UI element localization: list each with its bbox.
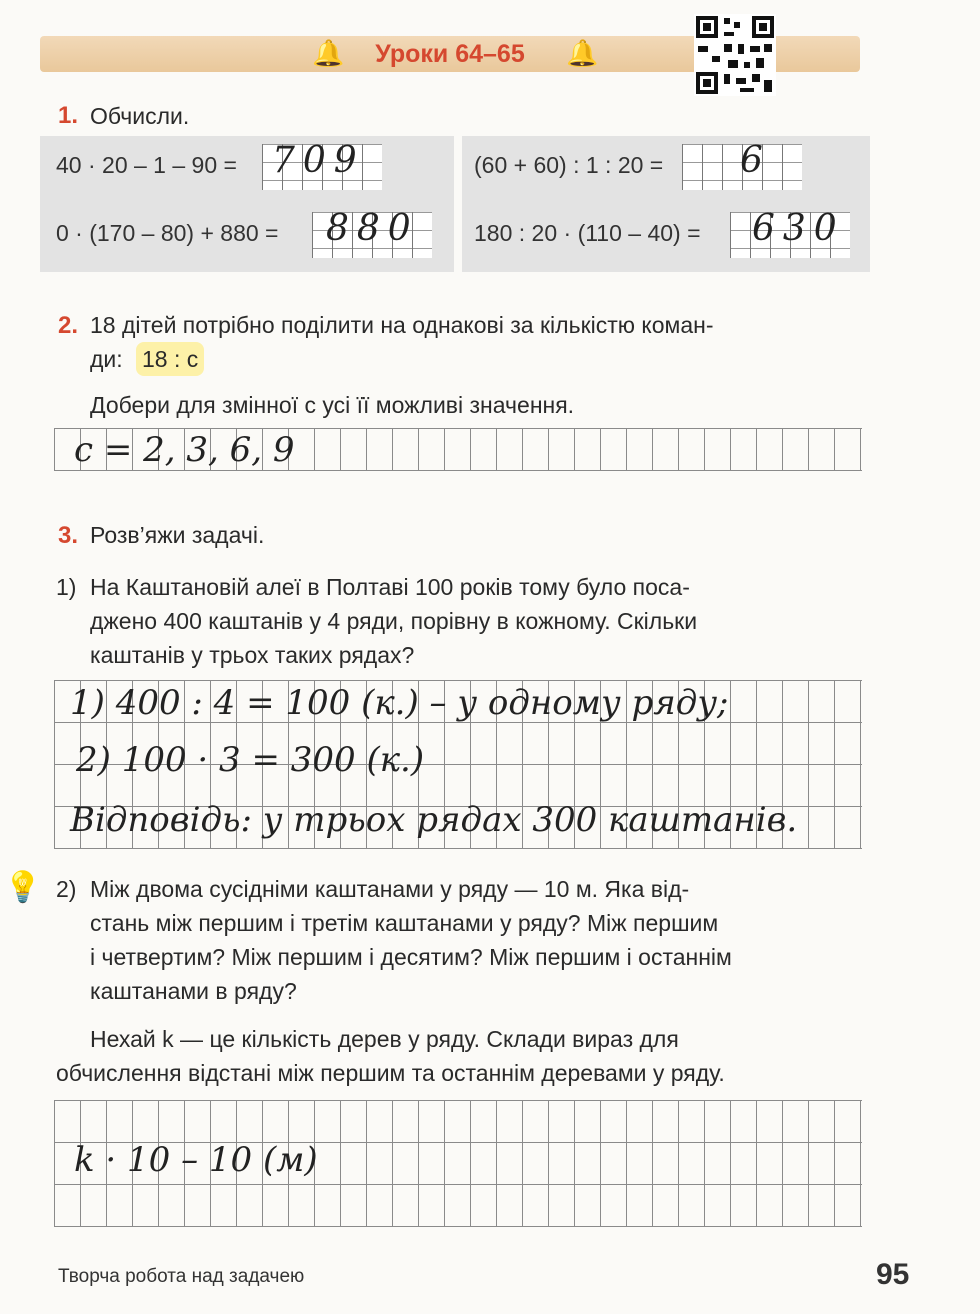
task-text: ди: — [90, 346, 123, 372]
problem-line: джено 400 каштанів у 4 ряди, порівну в кожному. Скільки — [90, 608, 698, 634]
page-number: 95 — [876, 1258, 910, 1291]
problem-label: 1) — [56, 574, 77, 600]
task-number: 2. — [58, 312, 79, 339]
task-question: Добери для змінної с усі її можливі значення. — [90, 392, 575, 418]
problem-label: 2) — [56, 876, 77, 902]
problem-line: стань між першим і третім каштанами у ряду? Між першим — [90, 910, 719, 936]
task-number: 1. — [58, 102, 79, 129]
answer: 880 — [326, 208, 419, 249]
problem-line: каштанів у трьох таких рядах? — [90, 642, 415, 668]
expression: 180 : 20 · (110 – 40) = — [474, 220, 701, 246]
problem-line: і четвертим? Між першим і десятим? Між першим і останнім — [90, 944, 732, 970]
handwritten-answer: с = 2, 3, 6, 9 — [74, 430, 295, 470]
task-title: Обчисли. — [90, 103, 190, 129]
lesson-title: Уроки 64–65 — [375, 40, 525, 68]
problem-line: обчислення відстані між першим та останнім деревами у ряду. — [56, 1060, 725, 1086]
answer: 6 — [740, 140, 771, 181]
highlighted-expression: 18 : с — [136, 342, 204, 376]
problem-line: каштанами в ряду? — [90, 978, 297, 1004]
solution-line: 1) 400 : 4 = 100 (к.) – у одному ряду; — [70, 683, 729, 723]
answer: 630 — [752, 208, 845, 249]
problem-line: Між двома сусідніми каштанами у ряду — 10 м. Яка від- — [90, 876, 690, 902]
qr-code-icon[interactable] — [694, 14, 776, 96]
bell-icon: 🔔 — [566, 38, 599, 68]
answer: 709 — [272, 140, 365, 181]
problem-line: Нехай k — це кількість дерев у ряду. Склади вираз для — [90, 1026, 679, 1052]
task-number: 3. — [58, 522, 79, 549]
solution-line: k · 10 – 10 (м) — [74, 1140, 318, 1180]
solution-line: Відповідь: у трьох рядах 300 каштанів. — [70, 800, 798, 840]
task-title: Розв’яжи задачі. — [90, 522, 265, 548]
bell-icon: 🔔 — [312, 38, 345, 68]
expression: 40 · 20 – 1 – 90 = — [56, 152, 237, 178]
lightbulb-icon: 💡 — [4, 871, 42, 904]
footer-text: Творча робота над задачею — [58, 1266, 305, 1287]
solution-line: 2) 100 · 3 = 300 (к.) — [76, 740, 425, 780]
problem-line: На Каштановій алеї в Полтаві 100 років тому було поса- — [90, 574, 690, 600]
expression: (60 + 60) : 1 : 20 = — [474, 152, 664, 178]
expression: 0 · (170 – 80) + 880 = — [56, 220, 279, 246]
task-text: 18 дітей потрібно поділити на однакові за кількістю коман- — [90, 312, 714, 338]
